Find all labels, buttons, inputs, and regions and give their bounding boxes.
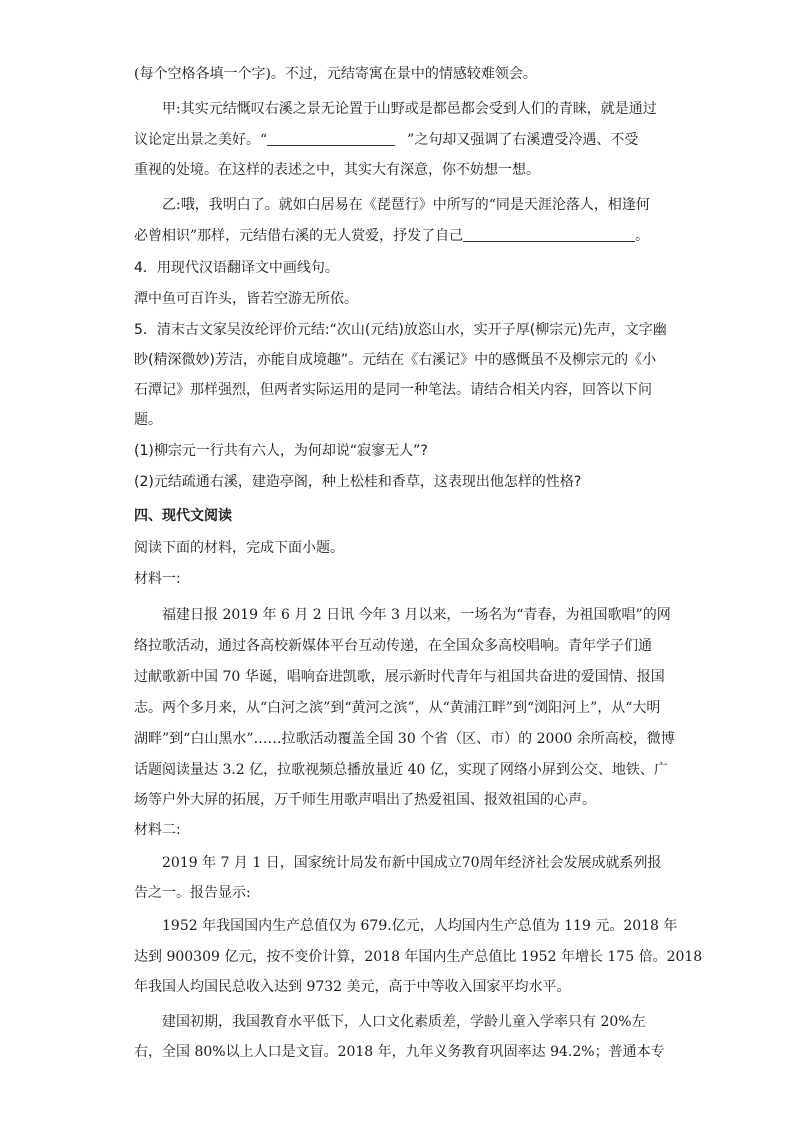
dialog-yi-line-2-text: 必曾相识”那样，元结借右溪的无人赏爱，抒发了自己 — [134, 228, 464, 244]
dialog-intro-line: (每个空格各填一个字)。不过，元结寄寓在景中的情感较难领会。 — [134, 66, 537, 82]
material-2-line-2: 告之一。报告显示: — [134, 885, 251, 901]
dialog-jia-line-2 — [134, 130, 638, 150]
material-1-line-1: 福建日报 2019 年 6 月 2 日讯 今年 3 月以来，一场名为“青春，为祖国歌唱”的网 — [162, 607, 671, 623]
dialog-jia-line-3: 重视的处境。在这样的表述之中，其实大有深意，你不妨想一想。 — [134, 162, 540, 178]
material-2-para2-line-2: 达到 900309 亿元，按不变价计算，2018 年国内生产总值比 1952 年增长 175 倍。2018 — [134, 949, 703, 965]
material-2-para3-line-1: 建国初期，我国教育水平低下，人口文化素质差，学龄儿童入学率只有 20%左 — [162, 1014, 646, 1030]
material-2-line-1: 2019 年 7 月 1 日，国家统计局发布新中国成立70周年经济社会发展成就系列报 — [162, 855, 662, 871]
section-instruction: 阅读下面的材料，完成下面小题。 — [134, 540, 344, 556]
material-2-para2-line-1: 1952 年我国国内生产总值仅为 679.亿元，人均国内生产总值为 119 元。2018 年 — [162, 918, 678, 934]
material-1-line-4: 志。两个多月来，从“白河之滨”到“黄河之滨”，从“黄浦江畔”到“浏阳河上”，从“大明 — [134, 700, 661, 716]
dialog-yi-line-2-tail: 。 — [635, 228, 650, 244]
question-4-label: 4．用现代汉语翻译文中画线句。 — [134, 260, 339, 276]
material-2-para3-line-2: 右，全国 80%以上人口是文盲。2018 年，九年义务教育巩固率达 94.2%；普通本专 — [134, 1044, 665, 1060]
dialog-yi-line-1: 乙:哦，我明白了。就如白居易在《琵琶行》中所写的“同是天涯沦落人，相逢何 — [162, 197, 650, 213]
dialog-jia-line-1: 甲:其实元结慨叹右溪之景无论置于山野或是都邑都会受到人们的青睐，就是通过 — [162, 101, 657, 117]
question-5-sub-1: (1)柳宗元一行共有六人，为何却说“寂寥无人”? — [134, 443, 428, 459]
question-4-sentence: 潭中鱼可百许头，皆若空游无所依。 — [134, 291, 358, 307]
question-5-sub-2: (2)元结疏通右溪，建造亭阁，种上松桂和香草，这表现出他怎样的性格? — [134, 474, 582, 490]
material-1-line-3: 过献歌新中国 70 华诞，唱响奋进凯歌，展示新时代青年与祖国共奋进的爱国情、报国 — [134, 669, 665, 685]
material-2-label: 材料二: — [134, 822, 181, 838]
answer-blank-1[interactable] — [267, 131, 395, 146]
material-2-para2-line-3: 年我国人均国民总收入达到 9732 美元，高于中等收入国家平均水平。 — [134, 979, 571, 995]
material-1-label: 材料一: — [134, 571, 181, 587]
dialog-yi-line-2 — [134, 226, 649, 246]
material-1-line-5: 湖畔”到“白山黑水”……拉歌活动覆盖全国 30 个省（区、市）的 2000 余所高校，微博 — [134, 731, 675, 747]
question-5-line-2: 眇(精深微妙)芳洁，亦能自成境趣”。元结在《右溪记》中的感慨虽不及柳宗元的《小 — [134, 352, 657, 368]
material-1-line-7: 场等户外大屏的拓展，万千师生用歌声唱出了热爱祖国、报效祖国的心声。 — [134, 792, 596, 808]
dialog-jia-line-2-text: 议论定出景之美好。“ — [134, 132, 268, 148]
answer-blank-2[interactable] — [463, 227, 635, 242]
question-5-line-4: 题。 — [134, 412, 162, 428]
question-5-line-3: 石潭记》那样强烈，但两者实际运用的是同一种笔法。请结合相关内容，回答以下问 — [134, 382, 652, 398]
dialog-jia-line-2-tail: ”之句却又强调了右溪遭受冷遇、不受 — [407, 132, 639, 148]
question-5-line-1: 5．清末古文家吴汝纶评价元结:“次山(元结)放恣山水，实开子厚(柳宗元)先声，文字幽 — [134, 322, 667, 338]
material-1-line-2: 络拉歌活动，通过各高校新媒体平台互动传递，在全国众多高校唱响。青年学子们通 — [134, 638, 652, 654]
material-1-line-6: 话题阅读量达 3.2 亿，拉歌视频总播放量近 40 亿，实现了网络小屏到公交、地铁、广 — [134, 762, 668, 778]
section-heading: 四、现代文阅读 — [134, 508, 232, 524]
